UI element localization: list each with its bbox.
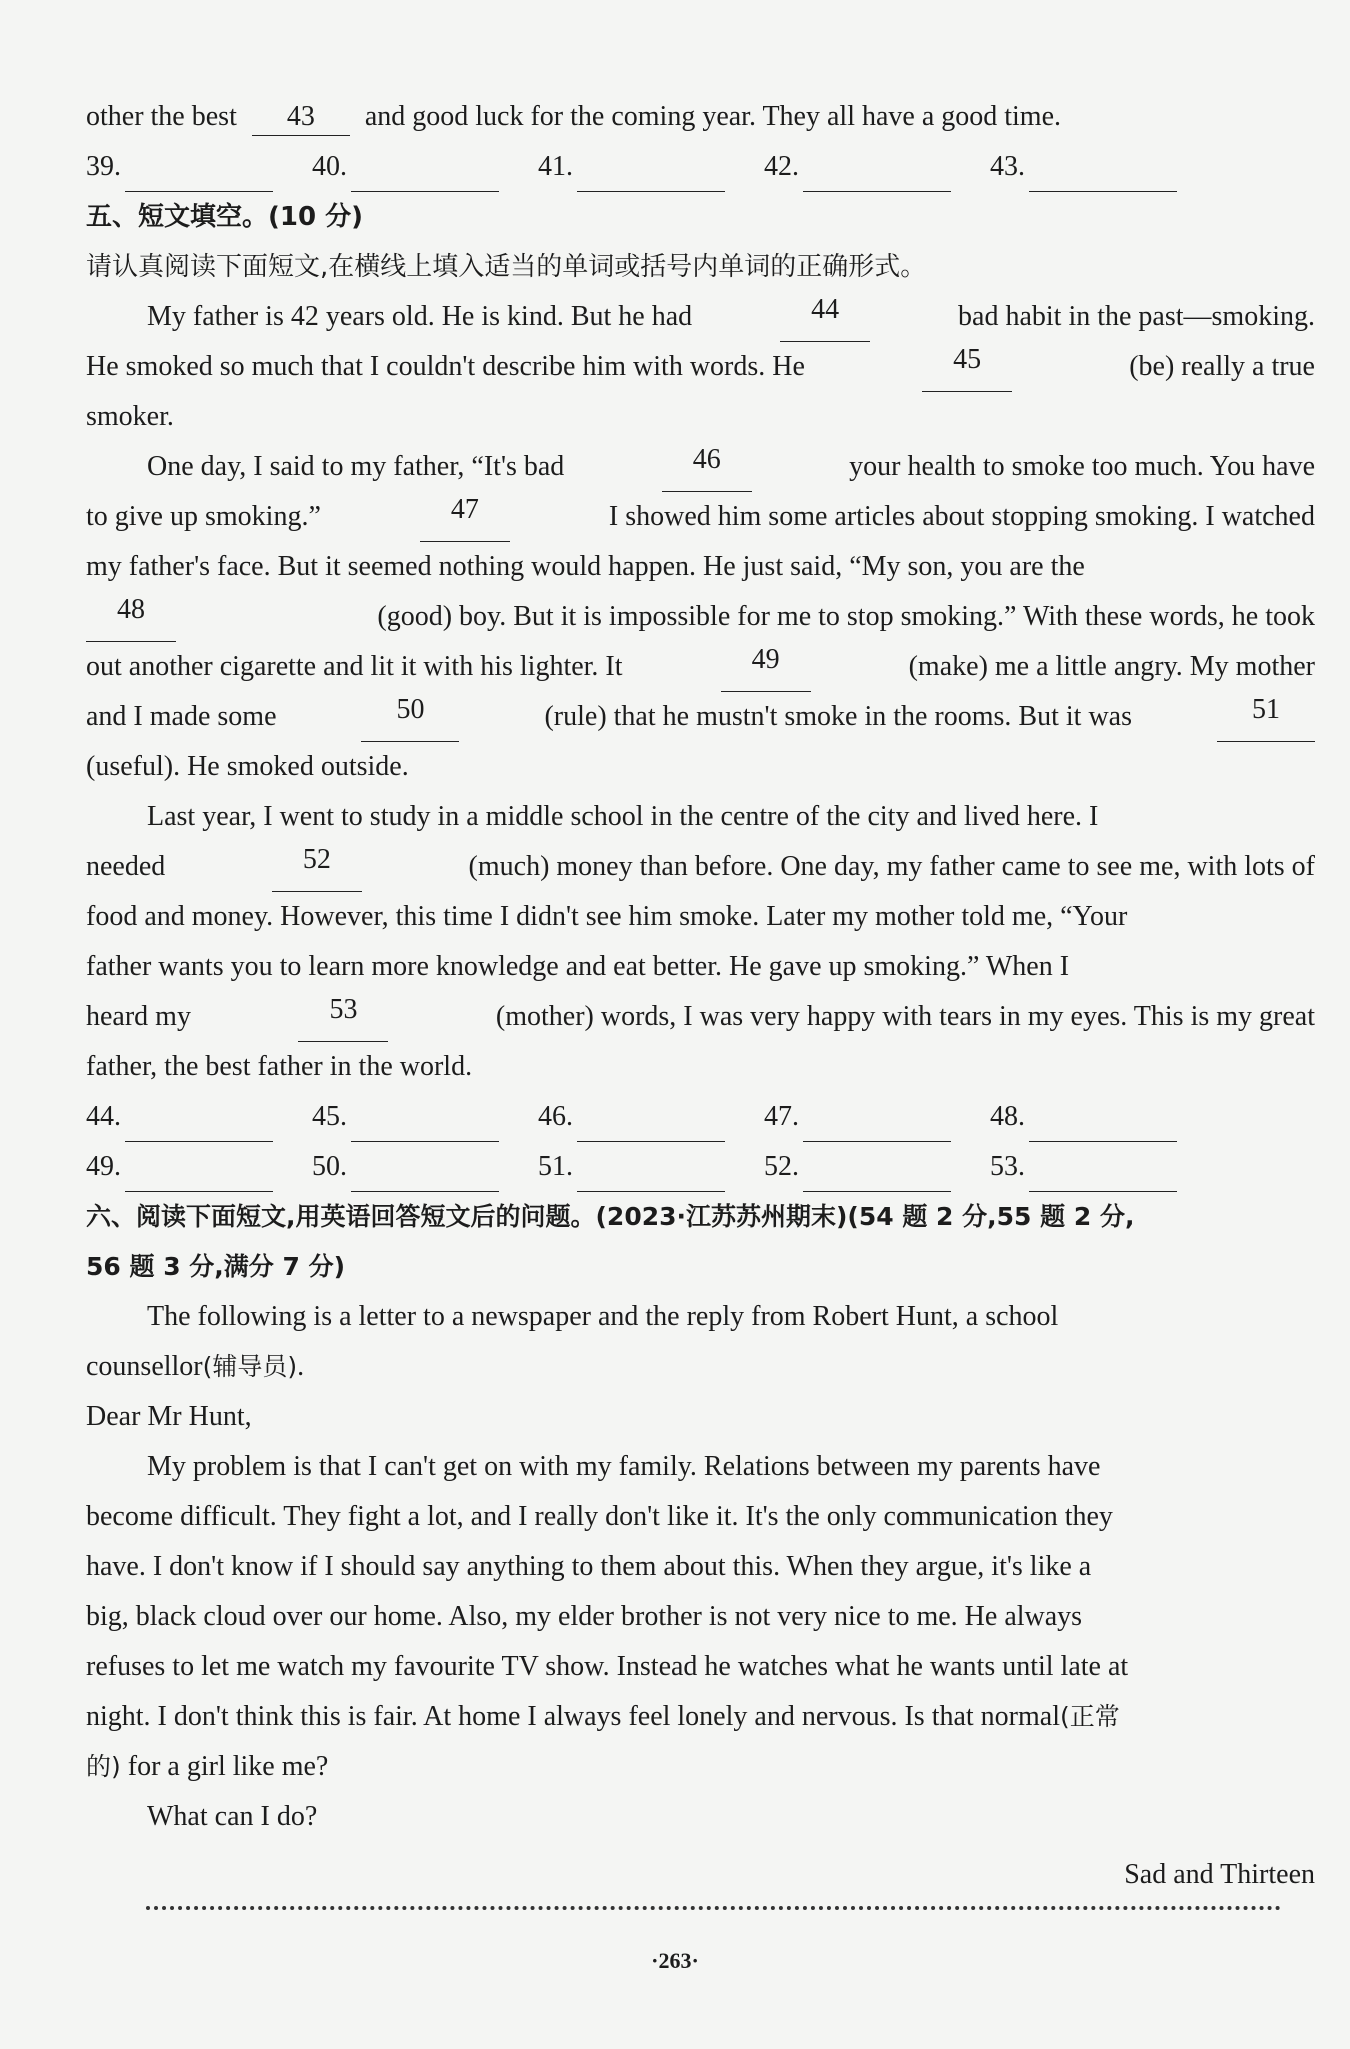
passage-line: father, the best father in the world. [86, 1051, 473, 1082]
answer-slot[interactable]: 50. [312, 1142, 538, 1192]
answer-row [86, 1092, 1216, 1142]
answer-slot[interactable]: 42. [764, 142, 990, 192]
passage-line: My father is 42 years old. He is kind. But he had 44 bad habit in the past—smoking. [147, 292, 1315, 342]
answer-slot[interactable]: 49. [86, 1142, 312, 1192]
passage-line: night. I don't think this is fair. At home I always feel lonely and nervous. Is that normal(正常 [86, 1701, 1120, 1732]
section-title: 56 题 3 分,满分 7 分) [86, 1252, 346, 1281]
answer-blank: 47 [420, 492, 510, 542]
passage-line: refuses to let me watch my favourite TV show. Instead he watches what he wants until late at [86, 1651, 1129, 1682]
answer-slot[interactable]: 47. [764, 1092, 990, 1142]
answer-blank: 51 [1217, 692, 1315, 742]
passage-line: counsellor(辅导员). [86, 1351, 305, 1382]
answer-slot[interactable]: 41. [538, 142, 764, 192]
passage-line: (useful). He smoked outside. [86, 751, 409, 782]
letter-signature: Sad and Thirteen [1124, 1859, 1315, 1890]
passage-line: big, black cloud over our home. Also, my elder brother is not very nice to me. He always [86, 1601, 1083, 1632]
passage-line: 48 (good) boy. But it is impossible for me to stop smoking.” With these words, he took [86, 592, 1315, 642]
passage-line: needed 52 (much) money than before. One day, my father came to see me, with lots of [86, 842, 1315, 892]
passage-line: have. I don't know if I should say anything to them about this. When they argue, it's like a [86, 1551, 1092, 1582]
section-instruction: 请认真阅读下面短文,在横线上填入适当的单词或括号内单词的正确形式。 [86, 252, 927, 282]
passage-line: One day, I said to my father, “It's bad 46 your health to smoke too much. You have [147, 442, 1315, 492]
passage-line: The following is a letter to a newspaper and the reply from Robert Hunt, a school [147, 1301, 1059, 1332]
answer-slot[interactable]: 53. [990, 1142, 1216, 1192]
answer-blank: 50 [361, 692, 459, 742]
answer-row [86, 1142, 1216, 1192]
answer-blank: 52 [272, 842, 362, 892]
passage-line: Last year, I went to study in a middle school in the centre of the city and lived here. I [147, 801, 1099, 832]
answer-blank: 53 [298, 992, 388, 1042]
passage-line: to give up smoking.” 47 I showed him some articles about stopping smoking. I watched [86, 492, 1315, 542]
passage-line: heard my 53 (mother) words, I was very happy with tears in my eyes. This is my great [86, 992, 1315, 1042]
passage-line: food and money. However, this time I didn't see him smoke. Later my mother told me, “Your [86, 901, 1128, 932]
answer-slot[interactable]: 51. [538, 1142, 764, 1192]
answer-blank: 44 [780, 292, 870, 342]
answer-blank: 46 [662, 442, 752, 492]
answer-blank: 45 [922, 342, 1012, 392]
answer-blank: 43 [252, 99, 350, 136]
passage-line: My problem is that I can't get on with my family. Relations between my parents have [147, 1451, 1101, 1482]
answer-blank: 49 [721, 642, 811, 692]
answer-row [86, 142, 1216, 192]
page-number: ·263· [651, 1948, 699, 1973]
letter-greeting: Dear Mr Hunt, [86, 1401, 252, 1432]
answer-slot[interactable]: 39. [86, 142, 312, 192]
page-divider [146, 1906, 1281, 1910]
passage-line: 的) for a girl like me? [86, 1751, 329, 1782]
passage-line: smoker. [86, 401, 174, 432]
answer-slot[interactable]: 46. [538, 1092, 764, 1142]
answer-slot[interactable]: 40. [312, 142, 538, 192]
answer-slot[interactable]: 45. [312, 1092, 538, 1142]
answer-slot[interactable]: 52. [764, 1142, 990, 1192]
passage-line: become difficult. They fight a lot, and I really don't like it. It's the only communication they [86, 1501, 1113, 1532]
passage-line: What can I do? [147, 1801, 318, 1832]
answer-slot[interactable]: 48. [990, 1092, 1216, 1142]
section-title: 六、阅读下面短文,用英语回答短文后的问题。(2023·江苏苏州期末)(54 题 2 分,55 题 2 分, [86, 1202, 1135, 1231]
passage-line: out another cigarette and lit it with his lighter. It 49 (make) me a little angry. My mother [86, 642, 1315, 692]
answer-slot[interactable]: 43. [990, 142, 1216, 192]
section-title: 五、短文填空。(10 分) [86, 202, 363, 232]
passage-line: and I made some 50 (rule) that he mustn't smoke in the rooms. But it was 51 [86, 692, 1315, 742]
answer-blank: 48 [86, 592, 176, 642]
passage-line: other the best 43 and good luck for the coming year. They all have a good time. [86, 92, 1315, 142]
answer-slot[interactable]: 44. [86, 1092, 312, 1142]
passage-line: He smoked so much that I couldn't describe him with words. He 45 (be) really a true [86, 342, 1315, 392]
passage-line: father wants you to learn more knowledge and eat better. He gave up smoking.” When I [86, 951, 1070, 982]
passage-line: my father's face. But it seemed nothing would happen. He just said, “My son, you are the [86, 551, 1085, 582]
